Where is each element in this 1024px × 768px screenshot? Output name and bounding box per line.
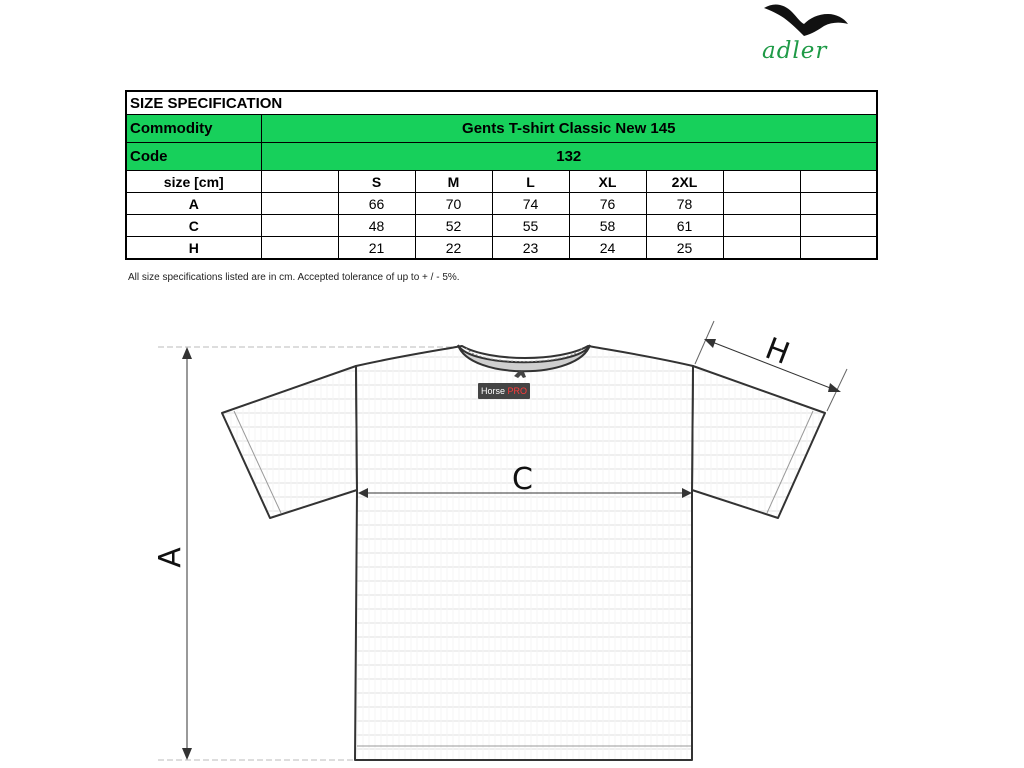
table-cell [723, 193, 800, 215]
brand-name: adler [762, 38, 828, 64]
commodity-label: Commodity [126, 115, 261, 143]
table-cell: 76 [569, 193, 646, 215]
size-col [723, 171, 800, 193]
table-cell: 70 [415, 193, 492, 215]
table-cell: 61 [646, 215, 723, 237]
measure-label-c: C [512, 462, 533, 497]
table-cell [261, 193, 338, 215]
size-header-label: size [cm] [126, 171, 261, 193]
row-label: C [126, 215, 261, 237]
size-col: M [415, 171, 492, 193]
table-cell: 55 [492, 215, 569, 237]
table-cell [800, 237, 877, 260]
table-cell [800, 193, 877, 215]
sleeve-right-arrow-icon [828, 383, 841, 392]
table-cell: 24 [569, 237, 646, 260]
size-col: S [338, 171, 415, 193]
table-cell [723, 237, 800, 260]
table-cell [261, 215, 338, 237]
table-cell: 58 [569, 215, 646, 237]
table-cell: 25 [646, 237, 723, 260]
size-specification-table [125, 90, 878, 260]
tolerance-note: All size specifications listed are in cm. Accepted tolerance of up to + / - 5%. [128, 272, 460, 283]
adler-logo [752, 0, 852, 66]
measure-label-a: A [152, 547, 188, 568]
table-cell: 21 [338, 237, 415, 260]
table-cell [723, 215, 800, 237]
tshirt-diagram [0, 300, 1024, 768]
table-cell [261, 237, 338, 260]
table-cell: 22 [415, 237, 492, 260]
badge-text-pro: PRO [507, 386, 528, 396]
size-col [800, 171, 877, 193]
length-bottom-arrow-icon [182, 748, 192, 760]
brand-tag-badge [478, 383, 530, 399]
table-cell: 23 [492, 237, 569, 260]
code-value: 132 [261, 143, 877, 171]
commodity-value: Gents T-shirt Classic New 145 [261, 115, 877, 143]
table-row [126, 237, 877, 260]
size-col [261, 171, 338, 193]
size-header-row [126, 171, 877, 193]
table-title: SIZE SPECIFICATION [126, 91, 877, 115]
size-col: 2XL [646, 171, 723, 193]
table-cell: 52 [415, 215, 492, 237]
table-cell: 48 [338, 215, 415, 237]
table-row [126, 215, 877, 237]
badge-text: Horse [481, 386, 506, 396]
left-sleeve [222, 366, 357, 518]
row-label: H [126, 237, 261, 260]
tshirt-body [355, 346, 693, 760]
code-label: Code [126, 143, 261, 171]
size-col: XL [569, 171, 646, 193]
table-cell [800, 215, 877, 237]
length-top-arrow-icon [182, 347, 192, 359]
bird-logo-icon [762, 0, 850, 40]
size-col: L [492, 171, 569, 193]
row-label: A [126, 193, 261, 215]
table-cell: 78 [646, 193, 723, 215]
table-cell: 74 [492, 193, 569, 215]
table-cell: 66 [338, 193, 415, 215]
measure-label-h: H [760, 331, 795, 372]
table-row [126, 193, 877, 215]
sleeve-left-arrow-icon [704, 339, 716, 348]
right-sleeve [692, 366, 825, 518]
